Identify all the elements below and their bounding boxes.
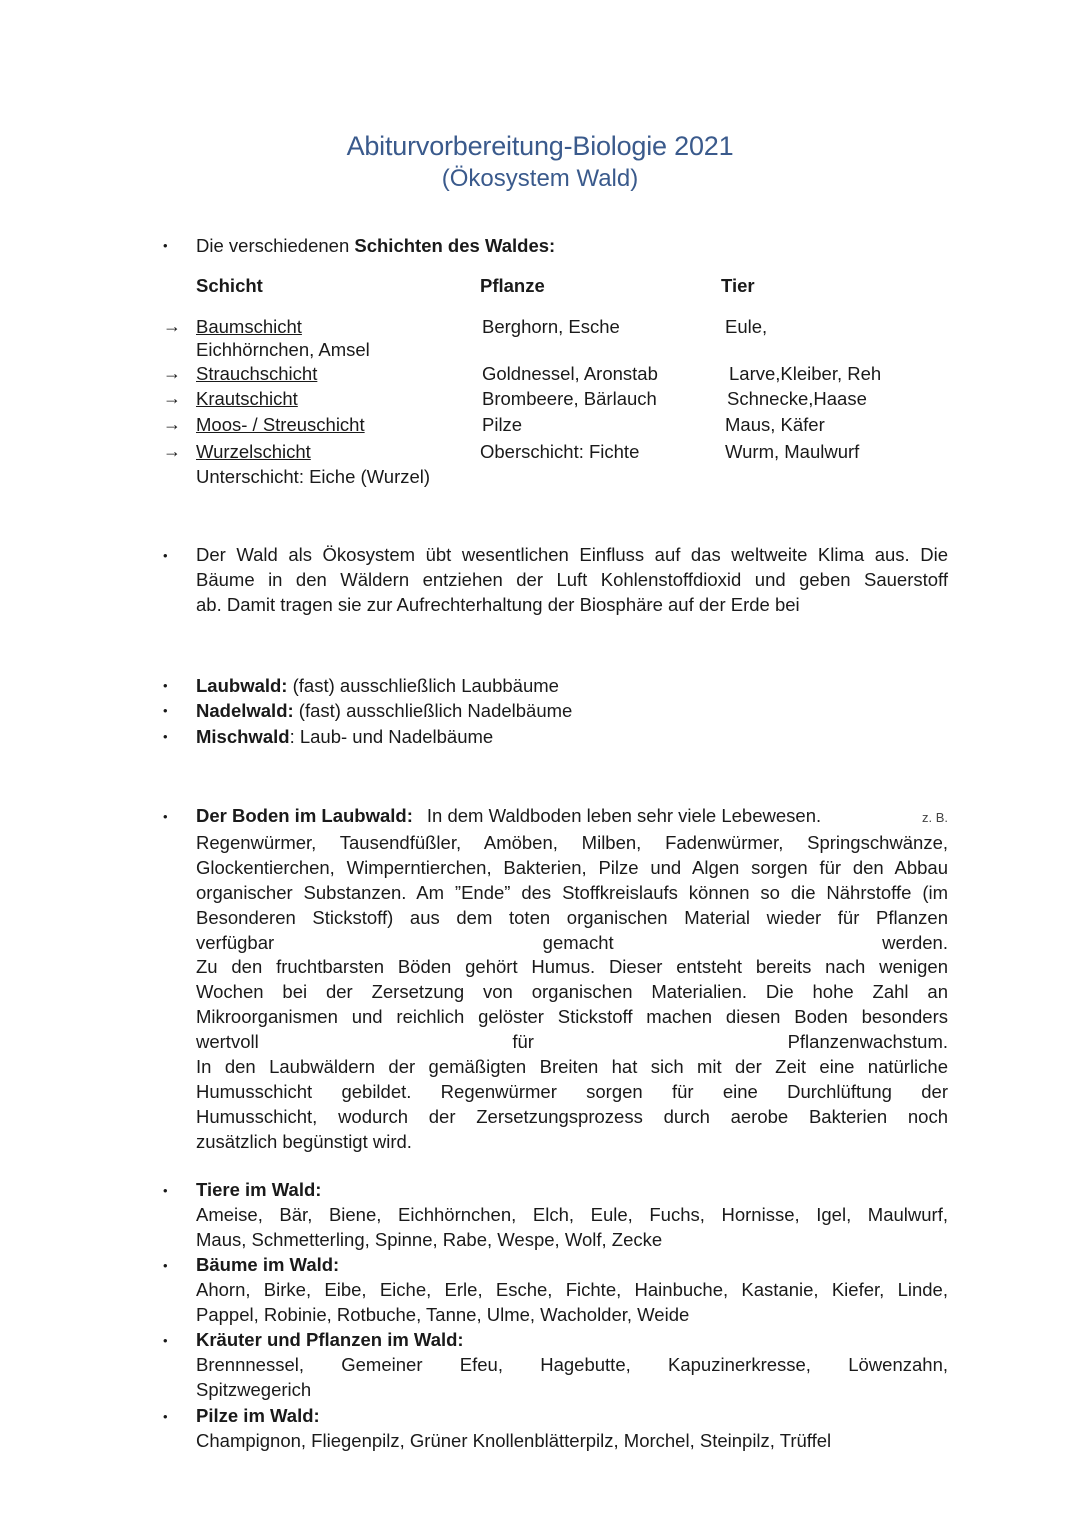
layer-animals: Larve,Kleiber, Reh	[729, 363, 882, 384]
text-line: Wochen bei der Zersetzung von organischen Materialien. Die hohe Zahl an	[196, 981, 948, 1003]
forest-type-item	[196, 698, 572, 723]
text-line: Champignon, Fliegenpilz, Grüner Knollenblätterpilz, Morchel, Steinpilz, Trüffel	[196, 1429, 832, 1451]
list-heading-text: Kräuter und Pflanzen im Wald:	[196, 1329, 464, 1350]
climate-paragraph	[196, 543, 948, 618]
list-heading	[196, 1328, 948, 1353]
layer-plants: Goldnessel, Aronstab	[482, 363, 658, 384]
layer-plants: Berghorn, Esche	[482, 316, 620, 337]
bullet-icon: •	[163, 1333, 168, 1348]
forest-type-text: : Laub- und Nadelbäume	[289, 726, 494, 747]
text-line: Glockentierchen, Wimperntierchen, Bakterien, Pilze und Algen sorgen für den Abbau	[196, 856, 948, 878]
text-line: ab. Damit tragen sie zur Aufrechterhaltung der Biosphäre auf der Erde bei	[196, 593, 800, 615]
list-trees	[196, 1253, 948, 1328]
soil-heading-line	[196, 804, 948, 831]
forest-type-item	[196, 673, 559, 698]
column-header-tier	[721, 273, 755, 298]
layer-animals: Wurm, Maulwurf	[725, 441, 860, 462]
column-header-schicht	[196, 273, 263, 298]
layer-name: Strauchschicht	[196, 363, 318, 384]
bullet-icon: •	[163, 678, 168, 693]
text-line: Der Wald als Ökosystem übt wesentlichen Einfluss auf das weltweite Klima aus. Die	[196, 544, 948, 565]
layer-extra: Eichhörnchen, Amsel	[196, 339, 370, 360]
soil-paragraph	[196, 804, 948, 1155]
bullet-icon: •	[163, 1183, 168, 1198]
text-line: verfügbar gemacht werden.	[196, 931, 948, 953]
arrow-icon: →	[163, 363, 181, 383]
arrow-icon: →	[163, 388, 181, 408]
text-line: Brennnessel, Gemeiner Efeu, Hagebutte, Kapuzinerkresse, Löwenzahn,	[196, 1353, 948, 1375]
column-header-pflanze-text: Pflanze	[480, 275, 545, 296]
layers-intro	[196, 233, 555, 258]
forest-type-term: Mischwald	[196, 726, 290, 747]
layer-animals: Maus, Käfer	[725, 414, 825, 435]
layer-name: Baumschicht	[196, 316, 302, 337]
layer-name: Moos- / Streuschicht	[196, 414, 365, 435]
text-line: Besonderen Stickstoff) aus dem toten organischen Material wieder für Pflanzen	[196, 906, 948, 928]
text-line: Humusschicht, wodurch der Zersetzungsprozess durch aerobe Bakterien noch	[196, 1105, 948, 1127]
soil-heading: Der Boden im Laubwald:	[196, 805, 413, 826]
arrow-icon: →	[163, 441, 181, 461]
list-heading-text: Tiere im Wald:	[196, 1179, 322, 1200]
arrow-icon: →	[163, 316, 181, 336]
layer-plants: Brombeere, Bärlauch	[482, 388, 657, 409]
list-heading	[196, 1178, 948, 1203]
text-line: Ahorn, Birke, Eibe, Eiche, Erle, Esche, Fichte, Hainbuche, Kastanie, Kiefer, Linde,	[196, 1278, 948, 1300]
soil-intro-text: In dem Waldboden leben sehr viele Lebewesen.	[426, 805, 822, 826]
layer-plants: Pilze	[482, 414, 523, 435]
layer-name: Krautschicht	[196, 388, 298, 409]
forest-type-text: (fast) ausschließlich Nadelbäume	[293, 700, 573, 721]
list-heading	[196, 1404, 948, 1429]
bullet-icon: •	[163, 238, 168, 253]
arrow-icon: →	[163, 414, 181, 434]
bullet-icon: •	[163, 809, 168, 824]
page-title: Abiturvorbereitung-Biologie 2021	[346, 131, 734, 161]
text-line: Humusschicht gebildet. Regenwürmer sorgen für eine Durchlüftung der	[196, 1080, 948, 1102]
text-line: Ameise, Bär, Biene, Eichhörnchen, Elch, Eule, Fuchs, Hornisse, Igel, Maulwurf,	[196, 1203, 948, 1225]
layer-animals: Schnecke,Haase	[727, 388, 867, 409]
column-header-tier-text: Tier	[721, 275, 755, 296]
forest-type-term: Nadelwald:	[196, 700, 294, 721]
bullet-icon: •	[163, 1258, 168, 1273]
list-fungi	[196, 1404, 948, 1454]
bullet-icon: •	[163, 703, 168, 718]
list-heading	[196, 1253, 948, 1278]
list-heading-text: Bäume im Wald:	[196, 1254, 340, 1275]
layers-intro-text: Die verschiedenen	[196, 235, 355, 256]
text-line: organischer Substanzen. Am ”Ende” des Stoffkreislaufs können so die Nährstoffe (im	[196, 881, 948, 903]
list-animals	[196, 1178, 948, 1253]
layer-plants: Oberschicht: Fichte	[480, 441, 640, 462]
layer-extra: Unterschicht: Eiche (Wurzel)	[196, 466, 431, 487]
layers-intro-bold: Schichten des Waldes:	[354, 235, 556, 256]
text-line: In den Laubwäldern der gemäßigten Breiten hat sich mit der Zeit eine natürliche	[196, 1056, 948, 1078]
text-line: Zu den fruchtbarsten Böden gehört Humus. Dieser entsteht bereits nach wenigen	[196, 956, 948, 978]
text-line: Mikroorganismen und reichlich gelöster Stickstoff machen diesen Boden besonders	[196, 1006, 948, 1028]
text-line: wertvoll für Pflanzenwachstum.	[196, 1031, 948, 1053]
forest-type-item	[196, 724, 493, 749]
column-header-pflanze	[480, 273, 545, 298]
bullet-icon: •	[163, 729, 168, 744]
bullet-icon: •	[163, 1409, 168, 1424]
soil-intro-abbrev: z. B.	[921, 810, 948, 825]
text-line: Maus, Schmetterling, Spinne, Rabe, Wespe, Wolf, Zecke	[196, 1228, 663, 1250]
list-heading-text: Pilze im Wald:	[196, 1405, 320, 1426]
text-line: Spitzwegerich	[196, 1378, 312, 1400]
text-line: Bäume in den Wäldern entziehen der Luft Kohlenstoffdioxid und geben Sauerstoff	[196, 568, 948, 590]
bullet-icon: •	[163, 548, 168, 563]
layer-animals: Eule,	[725, 316, 768, 337]
column-header-schicht-text: Schicht	[196, 275, 263, 296]
forest-type-text: (fast) ausschließlich Laubbäume	[287, 675, 559, 696]
forest-type-term: Laubwald:	[196, 675, 288, 696]
text-line: Regenwürmer, Tausendfüßler, Amöben, Milben, Fadenwürmer, Springschwänze,	[196, 831, 948, 853]
text-line: Pappel, Robinie, Rotbuche, Tanne, Ulme, Wacholder, Weide	[196, 1303, 690, 1325]
page-subtitle: (Ökosystem Wald)	[441, 165, 639, 192]
text-line: zusätzlich begünstigt wird.	[196, 1130, 412, 1152]
list-herbs	[196, 1328, 948, 1403]
layer-name: Wurzelschicht	[196, 441, 311, 462]
